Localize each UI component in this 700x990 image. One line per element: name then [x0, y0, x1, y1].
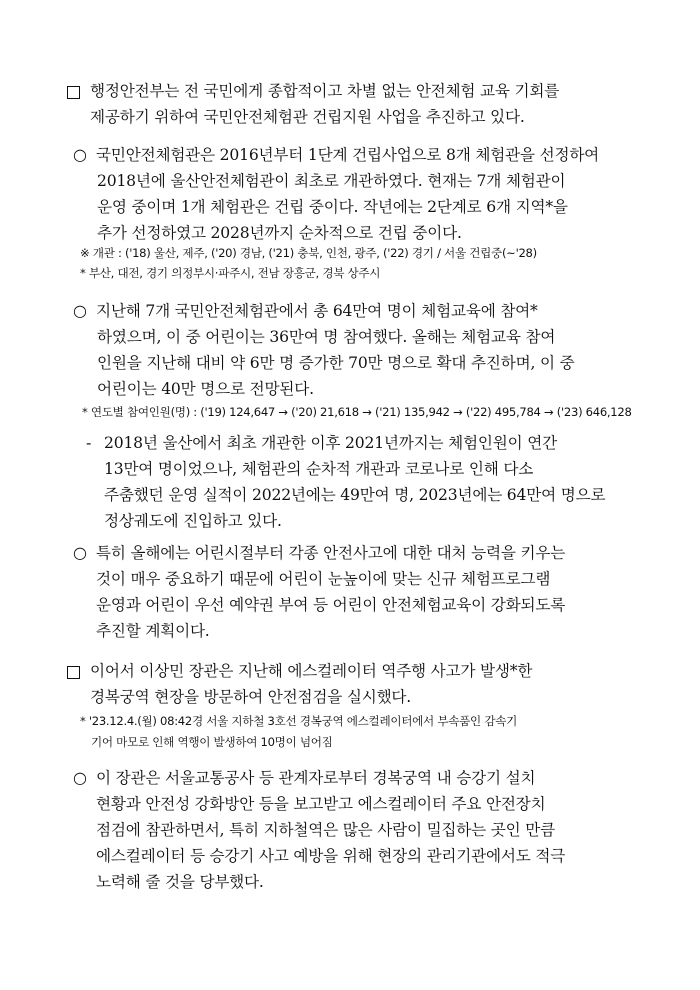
section-2-paragraph: [90, 658, 532, 710]
text-line: 13만여 명이었으나, 체험관의 순차적 개관과 코로나로 인해 다소: [104, 460, 534, 478]
circle-bullet-icon: ○: [73, 301, 87, 320]
text-line: 주춤했던 운영 실적이 2022년에는 49만여 명, 2023년에는 64만여 명으로: [104, 486, 606, 504]
note-line: ※ 개관 : ('18) 울산, 제주, ('20) 경남, ('21) 충북, 인천, 광주, ('22) 경기 / 서울 건립중(~'28): [80, 246, 537, 260]
circle-bullet-icon: ○: [73, 145, 87, 164]
text-line: 것이 매우 중요하기 때문에 어린이 눈높이에 맞는 신규 체험프로그램: [96, 570, 551, 588]
s1-c1-paragraph: [96, 142, 599, 246]
dash-bullet-icon: -: [86, 433, 92, 452]
text-line: 노력해 줄 것을 당부했다.: [96, 873, 264, 891]
s1-c4-paragraph: [96, 540, 565, 644]
note-line: 기어 마모로 인해 역행이 발생하여 10명이 넘어짐: [91, 735, 333, 749]
section-1-paragraph: [90, 78, 559, 130]
section-1-checkbox-icon: [67, 86, 80, 99]
text-line: 점검에 참관하면서, 특히 지하철역은 많은 사람이 밀집하는 곳인 만큼: [96, 821, 555, 839]
s2-c1-paragraph: [96, 765, 565, 895]
s1-c2-paragraph: [96, 298, 574, 402]
s2-note: [80, 713, 517, 751]
text-line: 경복궁역 현장을 방문하여 안전점검을 실시했다.: [90, 688, 412, 706]
s1-c1-notes: [80, 245, 537, 282]
note-line: * 부산, 대전, 경기 의정부시·파주시, 전남 장흥군, 경북 상주시: [80, 266, 381, 280]
text-line: 2018년에 울산안전체험관이 최초로 개관하였다. 현재는 7개 체험관이: [97, 172, 566, 190]
note-line: * '23.12.4.(월) 08:42경 서울 지하철 3호선 경복궁역 에스컬레이터에서 부속품인 감속기: [80, 714, 518, 728]
text-line: 운영과 어린이 우선 예약권 부여 등 어린이 안전체험교육이 강화되도록: [96, 596, 566, 614]
text-line: 특히 올해에는 어린시절부터 각종 안전사고에 대한 대처 능력을 키우는: [96, 544, 566, 562]
circle-bullet-icon: ○: [73, 768, 87, 787]
text-line: 어린이는 40만 명으로 전망된다.: [97, 380, 314, 398]
circle-bullet-icon: ○: [73, 543, 87, 562]
text-line: 추진할 계획이다.: [96, 622, 210, 640]
text-line: 제공하기 위하여 국민안전체험관 건립지원 사업을 추진하고 있다.: [90, 108, 525, 126]
note-line: * 연도별 참여인원(명) : ('19) 124,647 → ('20) 21,618 → ('21) 135,942 → ('22) 495,784 → ('23) 646,128: [82, 405, 632, 419]
s1-c2-note: [82, 404, 632, 421]
text-line: 2018년 울산에서 최초 개관한 이후 2021년까지는 체험인원이 연간: [104, 434, 557, 452]
text-line: 국민안전체험관은 2016년부터 1단계 건립사업으로 8개 체험관을 선정하여: [96, 146, 600, 164]
text-line: 지난해 7개 국민안전체험관에서 총 64만여 명이 체험교육에 참여*: [96, 302, 538, 320]
text-line: 이 장관은 서울교통공사 등 관계자로부터 경복궁역 내 승강기 설치: [96, 769, 536, 787]
text-line: 추가 선정하였고 2028년까지 순차적으로 건립 중이다.: [97, 224, 462, 242]
text-line: 인원을 지난해 대비 약 6만 명 증가한 70만 명으로 확대 추진하며, 이 중: [97, 354, 575, 372]
text-line: 이어서 이상민 장관은 지난해 에스컬레이터 역주행 사고가 발생*한: [90, 662, 533, 680]
text-line: 정상궤도에 진입하고 있다.: [104, 512, 282, 530]
text-line: 하였으며, 이 중 어린이는 36만여 명 참여했다. 올해는 체험교육 참여: [97, 328, 556, 346]
text-line: 현황과 안전성 강화방안 등을 보고받고 에스컬레이터 주요 안전장치: [96, 795, 546, 813]
text-line: 에스컬레이터 등 승강기 사고 예방을 위해 현장의 관리기관에서도 적극: [96, 847, 566, 865]
text-line: 운영 중이며 1개 체험관은 건립 중이다. 작년에는 2단계로 6개 지역*을: [97, 198, 568, 216]
text-line: 행정안전부는 전 국민에게 종합적이고 차별 없는 안전체험 교육 기회를: [90, 82, 560, 100]
section-2-checkbox-icon: [67, 666, 80, 679]
s1-c3-paragraph: [104, 430, 605, 534]
